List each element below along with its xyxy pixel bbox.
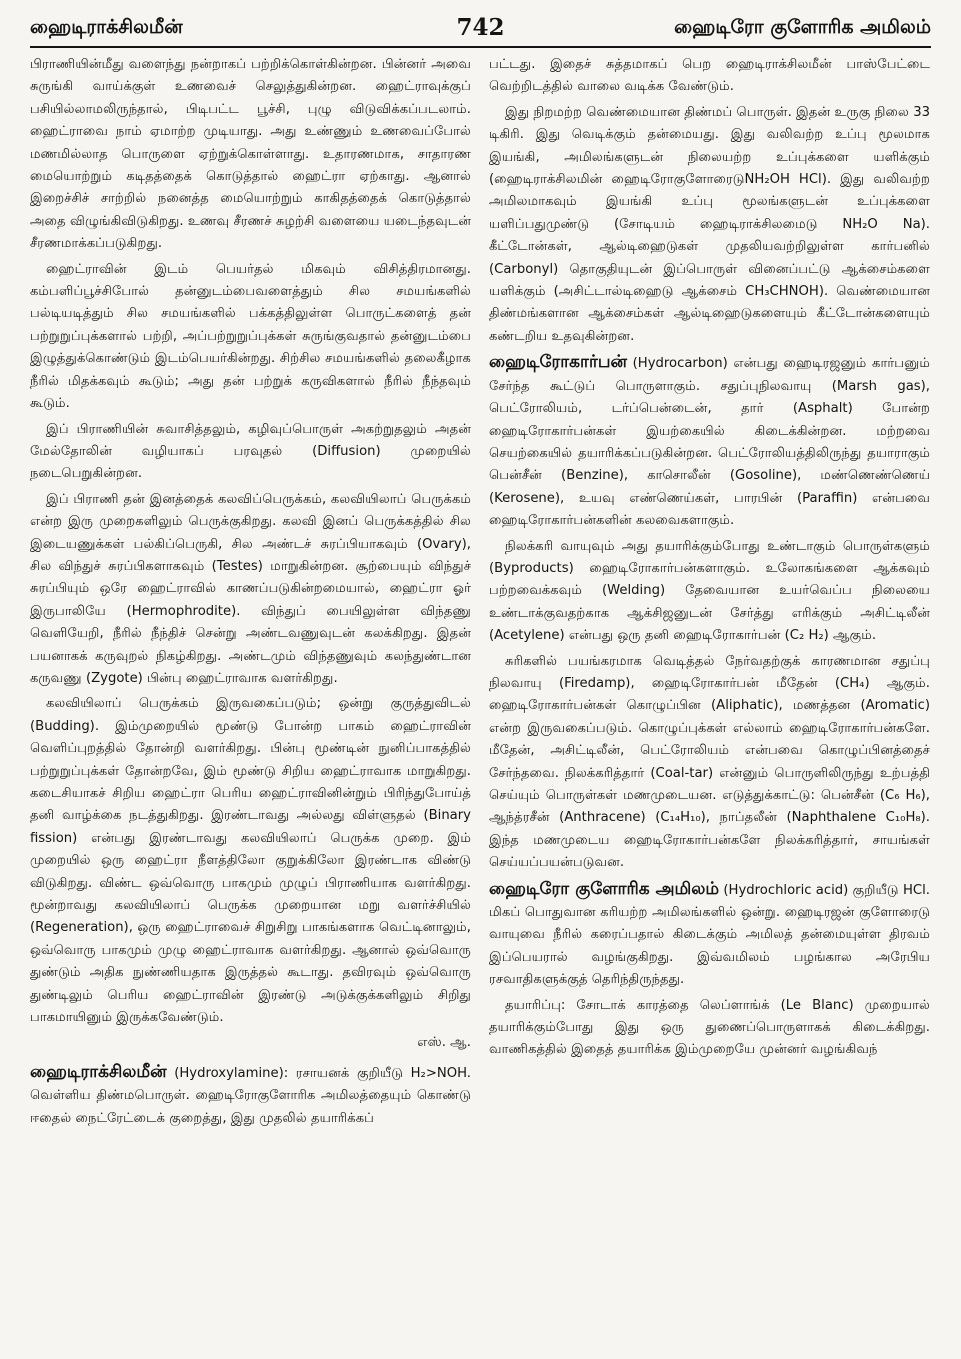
signature-text: எஸ். ஆ. — [417, 1035, 471, 1051]
entry-body-text: (Hydrochloric acid) குறியீடு HCl. மிகப் பொதுவான கரியற்ற அமிலங்களில் ஒன்று. ஹைடிரஜன் குளோரைடு வாயுவை நீரில் கரைப்பதால் கிடைக்கும் அமிலத் தன்மையுள்ள திரவம் இப்பெயரால் வழங்குகிறது. இவ்வமிலம் பழங்கால அரேபிய ரசவாதிகளுக்குத் தெரிந்திருந்தது. — [489, 882, 930, 988]
author-signature — [30, 1032, 471, 1054]
entry-heading: ஹைடிரோ குளோரிக அமிலம் — [489, 878, 720, 899]
page-number: 742 — [456, 14, 505, 41]
body-paragraph: ஹைட்ராவின் இடம் பெயர்தல் மிகவும் விசித்திரமானது. கம்பளிப்பூச்சிபோல் தன்னுடம்பைவளைத்தும் சில சமயங்களில் பல்டியடித்தும் சில சமயங்களில் பக்கத்திலுள்ள பொருட்களைத் தன் பற்றுறுப்புக்களால் பற்றி, அப்பற்றுறுப்புக்கள் சுருங்குவதால் தன்னுடம்பை இழுத்துக்கொண்டும் இடம்பெயர்கின்றது. சிற்சில சமயங்களில் தலைகீழாக நீரில் மிதக்கவும் கூடும்; அது தன் பற்றுக் கருவிகளால் நீரில் நீந்தவும் கூடும். — [30, 261, 471, 412]
body-paragraph: கலவியிலாப் பெருக்கம் இருவகைப்படும்; ஒன்று குருத்துவிடல் (Budding). இம்முறையில் மூண்டு போன்ற பாகம் ஹைட்ராவின் வெளிப்புறத்தில் தோன்றி வளர்கிறது. பின்பு மூண்டின் நுனிப்பாகத்தில் பற்றுறுப்புக்கள் தோன்றவே, இம் மூண்டு சிறிய ஹைட்ராவாக மாறுகிறது. கடைசியாகச் சிறிய ஹைட்ரா பெரிய ஹைட்ராவினின்றும் பிரிந்துபோய்த் தனி வாழ்க்கை நடத்துகிறது. இரண்டாவது அல்லது விள்ளுதல் (Binary fission) என்பது இரண்டாவது கலவியிலாப் பெருக்க முறை. இம் முறையில் ஒரு ஹைட்ரா நீளத்திலோ குறுக்கிலோ இரண்டாக விண்டு விடுகிறது. விண்ட ஒவ்வொரு பாகமும் முழுப் பிராணியாக வளர்கிறது. மூன்றாவது கலவியிலாப் பெருக்க முறையான மறு வளர்ச்சியில் (Regeneration), ஒரு ஹைட்ராவைச் சிறுசிறு பாகங்களாக வெட்டினாலும், ஒவ்வொரு பாகமும் முழு ஹைட்ராவாக வளர்கிறது. ஆனால் ஒவ்வொரு துண்டும் அதிக நுண்ணியதாக இருத்தல் கூடாது. தவிரவும் ஒவ்வொரு துண்டிலும் பெரிய ஹைட்ராவின் இரண்டு அடுக்குக்களிலும் சிறிது பாகமாயினும் இருக்கவேண்டும். — [30, 696, 471, 1026]
body-paragraph: இப் பிராணியின் சுவாசித்தலும், கழிவுப்பொருள் அகற்றுதலும் அதன் மேல்தோலின் வழியாகப் பரவுதல் (Diffusion) முறையில் நடைபெறுகின்றன. — [30, 421, 471, 482]
body-paragraph: இது நிறமற்ற வெண்மையான திண்மப் பொருள். இதன் உருகு நிலை 33 டிகிரி. இது வெடிக்கும் தன்மையது. இது வலிவற்ற உப்பு மூலமாக இயங்கி, அமிலங்களுடன் நிலையற்ற உப்புக்களை யளிக்கும் (ஹைடிராக்சிலமின் ஹைடிரோகுளோரைடுNH₂OH HCl). இது வலிவற்ற அமிலமாகவும் இயங்கி உப்பு மூலங்களுடன் உப்புக்களை யளிப்பதுமுண்டு (சோடியம் ஹைடிராக்சிலமைடு NH₂O Na). கீட்டோன்கள், ஆல்டிஹைடுகள் முதலியவற்றிலுள்ள கார்பனில் (Carbonyl) தொகுதியுடன் இப்பொருள் வினைப்பட்டு ஆக்சைம்களை யளிக்கும் (அசிட்டால்டிஹைடு ஆக்சைம் CH₃CHNOH). வெண்மையான திண்மங்களான ஆக்சைம்கள் ஆல்டிஹைடுகளையும் கீட்டோன்களையும் கண்டறிய உதவுகின்றன. — [489, 104, 930, 344]
left-column — [30, 54, 471, 1354]
header-left-title: ஹைடிராக்சிலமீன் — [30, 16, 183, 38]
header-right-title: ஹைடிரோ குளோரிக அமிலம் — [674, 16, 931, 38]
entry-body-text: (Hydrocarbon) என்பது ஹைடிரஜனும் கார்பனும் சேர்ந்த கூட்டுப் பொருளாகும். சதுப்புநிலவாயு (Marsh gas), பெட்ரோலியம், டர்ப்பென்டைன், தார் (Asphalt) போன்ற ஹைடிரோகார்பன்கள் இயற்கையில் கிடைக்கின்றன. மற்றவை செயற்கையில் தயாரிக்கப்படுகின்றன. பெட்ரோலியத்திலிருந்து தயாராகும் பென்சீன் (Benzine), காசொலீன் (Gosoline), மண்ணெண்ணெய் (Kerosene), உயவு எண்ணெய்கள், பாரபின் (Paraffin) என்பவை ஹைடிரோகார்பன்களின் கலவைகளாகும். — [489, 356, 930, 529]
entry-heading: ஹைடிராக்சிலமீன் — [30, 1061, 167, 1082]
body-paragraph: பட்டது. இதைச் சுத்தமாகப் பெற ஹைடிராக்சிலமீன் பாஸ்பேட்டை வெற்றிடத்தில் வாலை வடிக்க வேண்டும். — [489, 57, 930, 95]
entry-heading: ஹைடிரோகார்பன் — [489, 352, 627, 373]
text-columns — [30, 54, 931, 1354]
entry-body-text: (Hydroxylamine): ரசாயனக் குறியீடு H₂>NOH. வெள்ளிய திண்மபொருள். ஹைடிரோகுளோரிக அமிலத்தையும் கொண்டு ஈதைல் நைட்ரேட்டைக் குறைத்து, இது முதலில் தயாரிக்கப் — [30, 1065, 471, 1126]
body-paragraph: இப் பிராணி தன் இனத்தைக் கலவிப்பெருக்கம், கலவியிலாப் பெருக்கம் என்ற இரு முறைகளிலும் பெருக்குகிறது. கலவி இனப் பெருக்கத்தில் சில இடையணுக்கள் பல்கிப்பெருகி, சில அண்டச் சுரப்பியாகவும் (Ovary), சில விந்துச் சுரப்பிகளாகவும் (Testes) மாறுகின்றன. சூற்பையும் விந்துச் சுரப்பியும் ஒரே ஹைட்ராவில் காணப்படுகின்றமையால், ஹைட்ரா ஓர் இருபாலியே (Hermophrodite). விந்துப் பையிலுள்ள விந்தணு வெளியேறி, நீரில் நீந்திச் சென்று அண்டவணுவுடன் கலக்கிறது. இதன் பயனாகக் கருவுறல் நிகழ்கிறது. அண்டமும் விந்தணுவும் கலந்துண்டான கருவணு (Zygote) பின்பு ஹைட்ராவாக வளர்கிறது. — [30, 491, 471, 686]
entry-paragraph — [489, 351, 930, 532]
running-header — [30, 14, 931, 44]
entry-paragraph — [489, 878, 930, 992]
entry-paragraph — [30, 1061, 471, 1130]
header-rule — [30, 46, 931, 48]
body-paragraph: நிலக்கரி வாயுவும் அது தயாரிக்கும்போது உண்டாகும் பொருள்களும் (Byproducts) ஹைடிரோகார்பன்களாகும். உலோகங்களை ஆக்கவும் பற்றவைக்கவும் (Welding) தேவையான உயர்வெப்ப நிலையை உண்டாக்குவதற்காக ஆக்சிஜனுடன் சேர்த்து எரிக்கும் அசிட்டிலீன் (Acetylene) என்பது ஒரு தனி ஹைடிரோகார்பன் (C₂ H₂) ஆகும். — [489, 538, 930, 644]
body-paragraph: தயாரிப்பு: சோடாக் காரத்தை லெப்ளாங்க் (Le Blanc) முறையால் தயாரிக்கும்போது இது ஒரு துணைப்பொருளாகக் கிடைக்கிறது. வாணிகத்தில் இதைத் தயாரிக்க இம்முறையே முன்னர் வழங்கிவந் — [489, 997, 930, 1058]
right-column — [489, 54, 930, 1354]
body-paragraph: சுரிகளில் பயங்கரமாக வெடித்தல் நேர்வதற்குக் காரணமான சதுப்பு நிலவாயு (Firedamp), ஹைடிரோகார்பன் மீதேன் (CH₄) ஆகும். ஹைடிரோகார்பன்கள் கொழுப்பின (Aliphatic), மணத்தன (Aromatic) என்ற இருவகைப்படும். கொழுப்புக்கள் எல்லாம் ஹைடிரோகார்பன்களே. மீதேன், அசிட்டிலீன், பெட்ரோலியம் என்பவை கொழுப்பினத்தைச் சேர்ந்தவை. நிலக்கரித்தார் (Coal-tar) என்னும் பொருளிலிருந்து உற்பத்தி செய்யும் பொருள்கள் மணமுடையன. எடுத்துக்காட்டு: பென்சீன் (C₆ H₆), ஆந்த்ரசீன் (Anthracene) (C₁₄H₁₀), நாப்தலீன் (Naphthalene C₁₀H₈). இந்த மணமுடைய ஹைடிரோகார்பன்களே நிலக்கரித்தார், சாயங்கள் செய்யப்பயன்படுவன. — [489, 653, 930, 871]
body-paragraph: பிராணியின்மீது வளைந்து நன்றாகப் பற்றிக்கொள்கின்றன. பின்னர் அவை சுருங்கி வாய்க்குள் உணவைச் செலுத்துகின்றன. ஹைட்ராவுக்குப் பசியில்லாமலிருந்தால், பிடிபட்ட பூச்சி, புழு விடுவிக்கப்படலாம். ஹைட்ராவை நாம் ஏமாற்ற முடியாது. அது உண்ணும் உணவைப்போல் மணமில்லாத பொருளை ஏற்றுக்கொள்ளாது. உதாரணமாக, சாதாரண மையொற்றும் கடிதத்தைக் கொடுத்தால் ஹைட்ரா ஏற்காது. ஆனால் இறைச்சிச் சாற்றில் நனைத்த மையொற்றும் காகிதத்தைக் கொடுத்தால் அதை விழுங்கிவிடுகிறது. உணவு சீரணச் சுழற்சி வளையை யடைந்தவுடன் சீரணமாக்கப்படுகிறது. — [30, 57, 471, 252]
